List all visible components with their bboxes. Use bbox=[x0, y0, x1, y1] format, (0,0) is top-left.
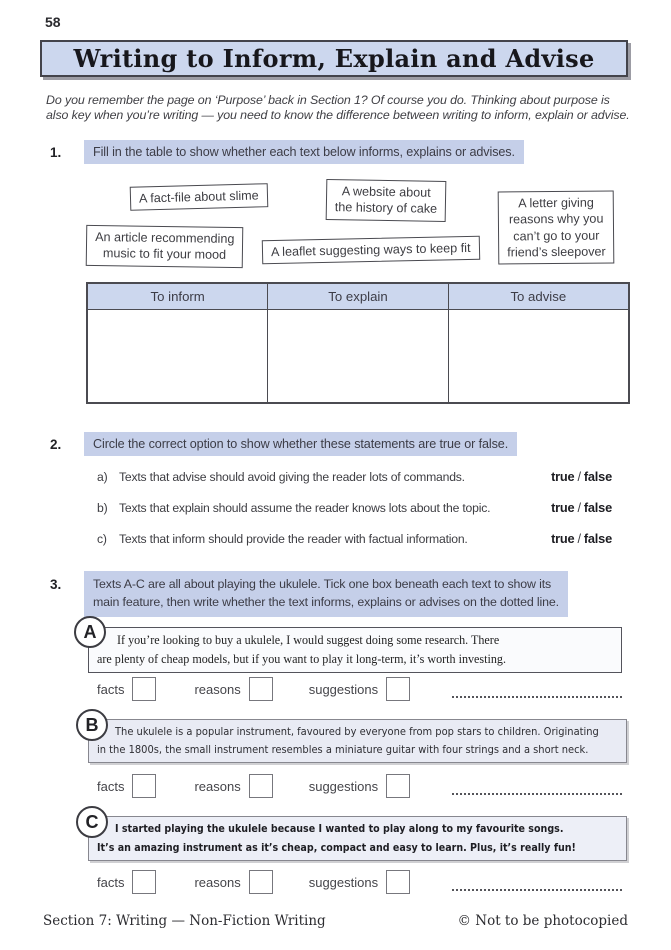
label-box-website-line-2: the history of cake bbox=[334, 200, 438, 217]
text-c-suggestions-checkbox[interactable] bbox=[386, 870, 410, 894]
table-cell-advise-answer[interactable] bbox=[449, 310, 628, 402]
statement-row-c bbox=[97, 531, 612, 546]
text-a-facts-checkbox[interactable] bbox=[132, 677, 156, 701]
text-c-tick-row bbox=[97, 869, 622, 895]
intro-line-1: Do you remember the page on ‘Purpose’ back in Section 1? Of course you do. Thinking about purpose is bbox=[46, 93, 610, 107]
text-c-suggestions-label: suggestions bbox=[308, 874, 379, 890]
text-c-facts-label: facts bbox=[97, 874, 125, 890]
intro-line-2: also key when you’re writing — you need to know the difference between writing to inform, explain or advise. bbox=[46, 108, 630, 123]
label-box-letter-line-1: A letter giving bbox=[518, 195, 594, 211]
text-b-reasons-label: reasons bbox=[194, 778, 241, 794]
statement-b-separator: / bbox=[577, 500, 581, 515]
table-header-to-inform: To inform bbox=[88, 284, 268, 310]
page-number: 58 bbox=[45, 14, 61, 30]
text-a-reasons-checkbox[interactable] bbox=[249, 677, 273, 701]
intro-text bbox=[46, 93, 628, 123]
question-2-number: 2. bbox=[50, 437, 62, 452]
table-cell-explain-answer[interactable] bbox=[268, 310, 448, 402]
statement-b-letter: b) bbox=[97, 501, 108, 515]
statement-c-letter: c) bbox=[97, 532, 107, 546]
label-box-leaflet-text: A leaflet suggesting ways to keep fit bbox=[270, 240, 471, 260]
text-b-box bbox=[88, 719, 627, 763]
text-b-facts-label: facts bbox=[97, 778, 125, 794]
question-2-instruction: Circle the correct option to show whether these statements are true or false. bbox=[84, 432, 517, 456]
text-a-box bbox=[88, 627, 622, 673]
text-b-facts-checkbox[interactable] bbox=[132, 774, 156, 798]
page-title: Writing to Inform, Explain and Advise bbox=[73, 44, 595, 73]
text-c-facts-checkbox[interactable] bbox=[132, 870, 156, 894]
label-box-website bbox=[326, 179, 447, 222]
statement-a-separator: / bbox=[577, 469, 581, 484]
page-footer bbox=[43, 913, 628, 929]
label-box-letter-line-2: reasons why you bbox=[508, 211, 604, 227]
sorting-table-header-row bbox=[88, 284, 628, 310]
statement-row-b bbox=[97, 500, 612, 515]
statement-c-options bbox=[551, 531, 612, 546]
text-a-letter: A bbox=[83, 621, 97, 642]
text-a-tick-row bbox=[97, 676, 622, 702]
text-a-reasons-label: reasons bbox=[194, 681, 241, 697]
label-box-leaflet bbox=[262, 236, 480, 265]
table-header-to-advise: To advise bbox=[449, 284, 628, 310]
question-3-number: 3. bbox=[50, 577, 62, 592]
label-box-article-line-1: An article recommending bbox=[95, 230, 235, 246]
text-c-reasons-checkbox[interactable] bbox=[249, 870, 273, 894]
text-b-reasons-checkbox[interactable] bbox=[249, 774, 273, 798]
text-c-line-1: I started playing the ukulele because I wanted to play along to my favourite songs. bbox=[115, 823, 564, 835]
label-box-fact-file-text: A fact-file about slime bbox=[138, 188, 259, 206]
page-title-panel bbox=[40, 40, 628, 77]
sorting-table bbox=[86, 282, 630, 404]
text-a-answer-line[interactable] bbox=[452, 680, 622, 698]
text-a-suggestions-label: suggestions bbox=[308, 681, 379, 697]
text-c-letter: C bbox=[85, 811, 99, 832]
text-b-line-1: The ukulele is a popular instrument, favoured by everyone from pop stars to children. Originating bbox=[115, 725, 599, 738]
statement-c-false-option[interactable]: false bbox=[583, 531, 612, 546]
statement-a-text: Texts that advise should avoid giving the reader lots of commands. bbox=[119, 470, 465, 484]
text-c-box bbox=[88, 816, 627, 861]
question-3-instruction bbox=[84, 571, 568, 617]
statement-c-true-option[interactable]: true bbox=[551, 531, 575, 546]
label-box-letter bbox=[498, 190, 615, 264]
text-b-suggestions-checkbox[interactable] bbox=[386, 774, 410, 798]
text-b-line-2: in the 1800s, the small instrument resembles a miniature guitar with four strings and a short neck. bbox=[97, 743, 589, 757]
text-a-line-2: are plenty of cheap models, but if you want to play it long-term, it’s worth investing. bbox=[97, 651, 506, 666]
text-b-circle-label bbox=[76, 709, 108, 741]
statement-b-false-option[interactable]: false bbox=[583, 500, 612, 515]
text-a-facts-label: facts bbox=[97, 681, 125, 697]
question-3-instruction-line-1: Texts A-C are all about playing the ukulele. Tick one box beneath each text to show its bbox=[93, 577, 552, 591]
question-3-instruction-line-2: main feature, then write whether the text informs, explains or advises on the dotted line. bbox=[93, 594, 559, 609]
table-cell-inform-answer[interactable] bbox=[88, 310, 268, 402]
statement-row-a bbox=[97, 469, 612, 484]
text-b-letter: B bbox=[85, 714, 99, 735]
text-c-answer-line[interactable] bbox=[452, 873, 622, 891]
table-header-to-explain: To explain bbox=[268, 284, 448, 310]
statement-b-true-option[interactable]: true bbox=[551, 500, 575, 515]
statement-a-false-option[interactable]: false bbox=[583, 469, 612, 484]
footer-copyright: © Not to be photocopied bbox=[457, 913, 628, 929]
statement-b-text: Texts that explain should assume the reader knows lots about the topic. bbox=[119, 501, 491, 515]
sorting-table-body-row bbox=[88, 310, 628, 402]
text-b-suggestions-label: suggestions bbox=[308, 778, 379, 794]
statement-c-separator: / bbox=[577, 531, 581, 546]
text-a-circle-label bbox=[74, 616, 106, 648]
statement-a-true-option[interactable]: true bbox=[551, 469, 575, 484]
text-a-suggestions-checkbox[interactable] bbox=[386, 677, 410, 701]
text-c-reasons-label: reasons bbox=[194, 874, 241, 890]
question-1-number: 1. bbox=[50, 145, 62, 160]
statement-a-letter: a) bbox=[97, 470, 108, 484]
question-1-instruction: Fill in the table to show whether each text below informs, explains or advises. bbox=[84, 140, 524, 164]
label-box-letter-line-4: friend’s sleepover bbox=[507, 244, 606, 260]
text-a-line-1: If you’re looking to buy a ukulele, I would suggest doing some research. There bbox=[117, 633, 500, 647]
label-box-article bbox=[86, 225, 244, 268]
text-c-circle-label bbox=[76, 806, 108, 838]
label-box-website-line-1: A website about bbox=[341, 184, 431, 200]
statement-a-options bbox=[551, 469, 612, 484]
statement-c-text: Texts that inform should provide the reader with factual information. bbox=[119, 532, 468, 546]
text-c-line-2: It’s an amazing instrument as it’s cheap, compact and easy to learn. Plus, it’s really fun! bbox=[97, 841, 576, 854]
statement-b-options bbox=[551, 500, 612, 515]
text-b-tick-row bbox=[97, 773, 622, 799]
text-b-answer-line[interactable] bbox=[452, 777, 622, 795]
label-box-fact-file bbox=[130, 183, 268, 211]
label-box-article-line-2: music to fit your mood bbox=[102, 246, 227, 263]
label-box-letter-line-3: can’t go to your bbox=[513, 228, 600, 244]
footer-section-label: Section 7: Writing — Non-Fiction Writing bbox=[43, 913, 326, 929]
